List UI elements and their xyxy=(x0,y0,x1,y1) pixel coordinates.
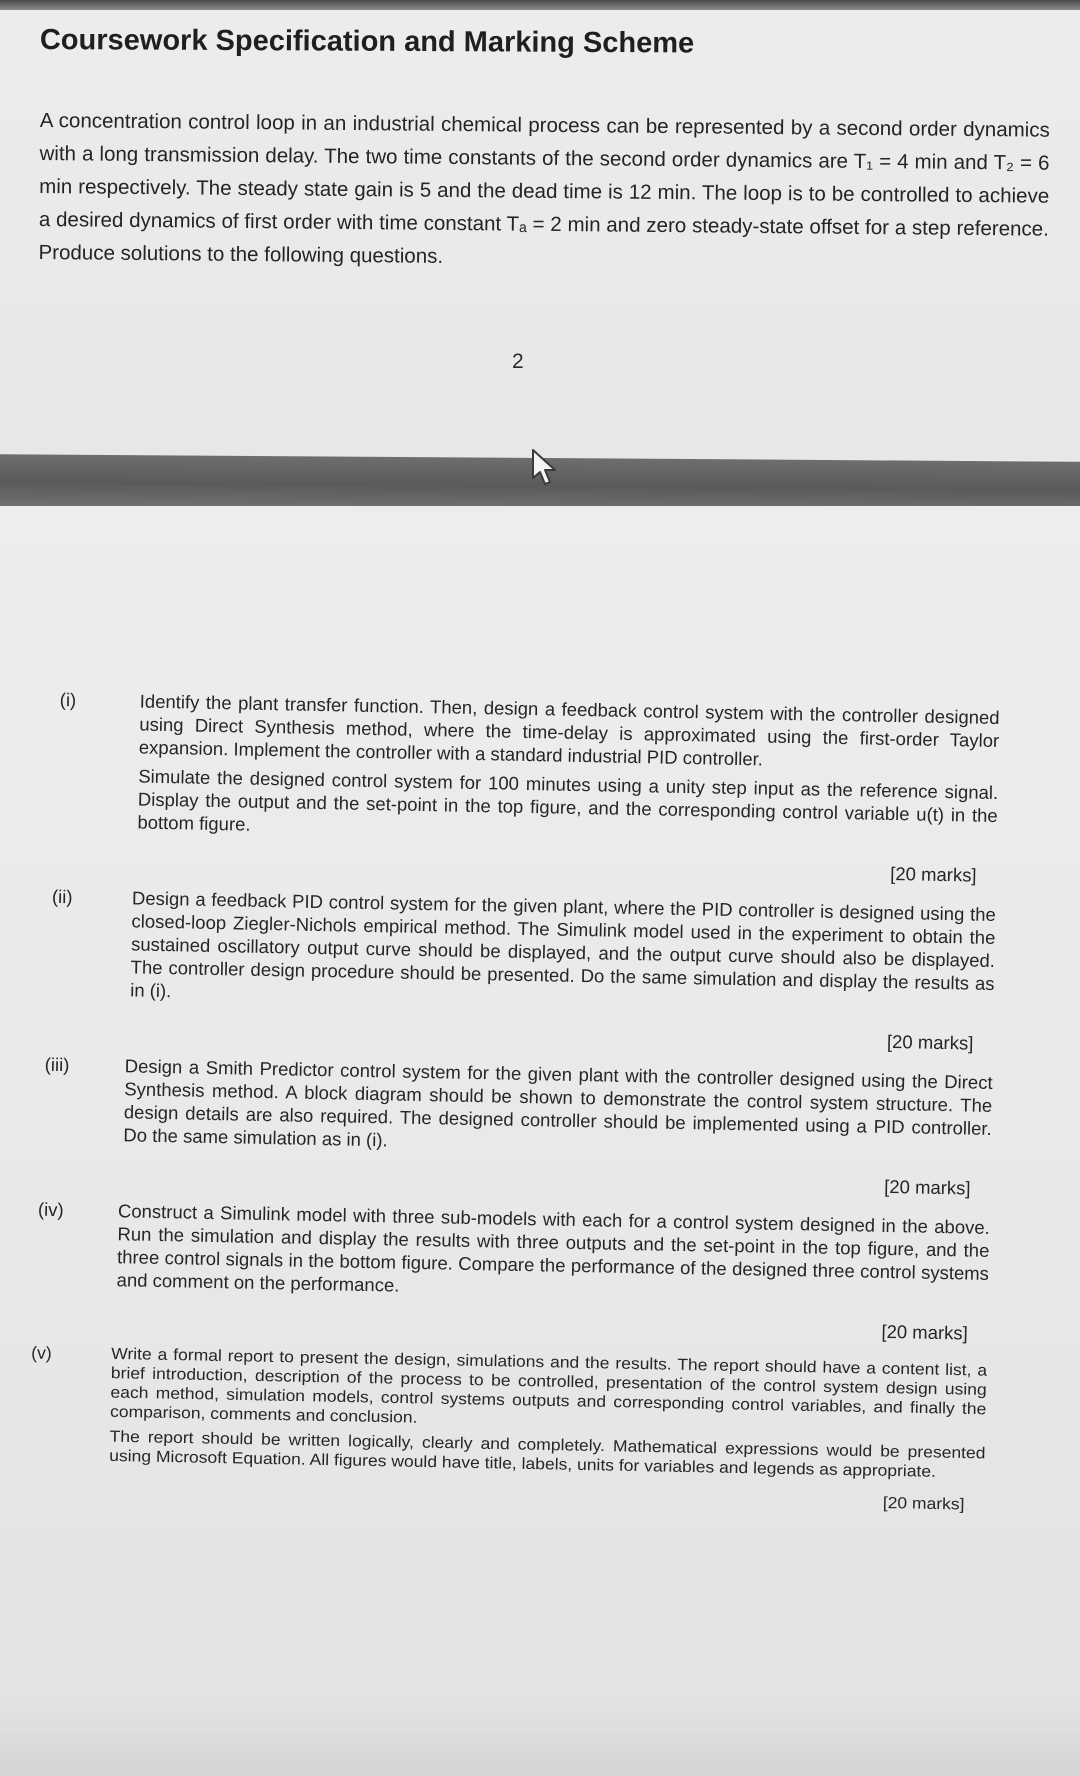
mouse-pointer-icon xyxy=(530,448,558,488)
question-number: (iii) xyxy=(44,1053,70,1076)
question-item xyxy=(49,885,996,1055)
marks-label: [20 marks] xyxy=(884,1175,971,1199)
question-body xyxy=(108,1344,987,1514)
question-item xyxy=(43,1053,993,1200)
question-paragraph: The report should be written logically, clearly and completely. Mathematical expressions would be presented using Microsoft Equation. All figures would have title, labels, units for variables and legends as appropriate. xyxy=(109,1426,986,1481)
question-body xyxy=(137,690,1000,887)
question-body xyxy=(129,886,996,1055)
question-item xyxy=(36,1198,990,1345)
question-item xyxy=(57,688,1000,887)
question-list xyxy=(31,688,1000,1544)
question-body xyxy=(116,1199,990,1345)
marks-label: [20 marks] xyxy=(881,1320,968,1344)
photo-vignette xyxy=(0,1700,1080,1776)
intro-paragraph: A concentration control loop in an industrial chemical process can be represented by a second order dynamics with a long transmission delay. The two time constants of the second order dynamics are T₁ = 4 min and T₂ = 6 min respectively. The steady state gain is 5 and the dead time is 12 min. The loop is to be controlled to achieve a desired dynamics of first order with time constant Tₐ = 2 min and zero steady-state offset for a step reference. Produce solutions to the following questions. xyxy=(38,108,1050,268)
document-title: Coursework Specification and Marking Scheme xyxy=(39,24,695,60)
question-paragraph: Identify the plant transfer function. Then, design a feedback control system with the controller designed using Direct Synthesis method, where the time-delay is approximated using the first-order Taylor expansion. Implement the controller with a standard industrial PID controller. xyxy=(138,690,1000,770)
question-paragraph: Design a Smith Predictor control system for the given plant with the controller designed using the Direct Synthesis method. A block diagram should be shown to demonstrate the control system structure. The design details are also required. The designed controller should be implemented using a PID controller. Do the same simulation as in (i). xyxy=(123,1055,993,1151)
question-number: (iv) xyxy=(37,1198,64,1221)
question-number: (v) xyxy=(31,1342,52,1363)
marks-label: [20 marks] xyxy=(882,1493,965,1514)
page-number: 2 xyxy=(512,350,524,373)
question-paragraph: Design a feedback PID control system for the given plant, where the PID controller is designed using the closed-loop Ziegler-Nichols empirical method. The Simulink model used in the experiment to obtain the sustained oscillatory output curve should be displayed, and the output curve should also be displayed. The controller design procedure should be presented. Do the same simulation and display the results as in (i). xyxy=(130,887,997,1002)
question-body xyxy=(123,1054,993,1200)
monitor-top-bezel xyxy=(0,0,1080,10)
marks-label: [20 marks] xyxy=(886,1030,974,1054)
question-number: (ii) xyxy=(51,885,73,908)
question-number: (i) xyxy=(59,688,77,711)
question-paragraph: Write a formal report to present the design, simulations and the results. The report should have a content list, a brief introduction, description of the process to be controlled, presentation of the control system design using each method, simulation models, control systems outputs and corresponding control variables, and finally the comparison, comments and conclusion. xyxy=(109,1344,988,1427)
question-item xyxy=(28,1343,987,1528)
marks-label: [20 marks] xyxy=(890,862,977,886)
question-paragraph: Simulate the designed control system for 100 minutes using a unity step input as the reference signal. Display the output and the set-point in the top figure, and the corresponding control variable u(t) in the bottom figure. xyxy=(137,765,999,835)
question-paragraph: Construct a Simulink model with three sub-models with each for a control system designed in the above. Run the simulation and display the results with three outputs and the set-point in the top figure, and the three control signals in the bottom figure. Compare the performance of the designed three control systems and comment on the performance. xyxy=(116,1200,991,1296)
